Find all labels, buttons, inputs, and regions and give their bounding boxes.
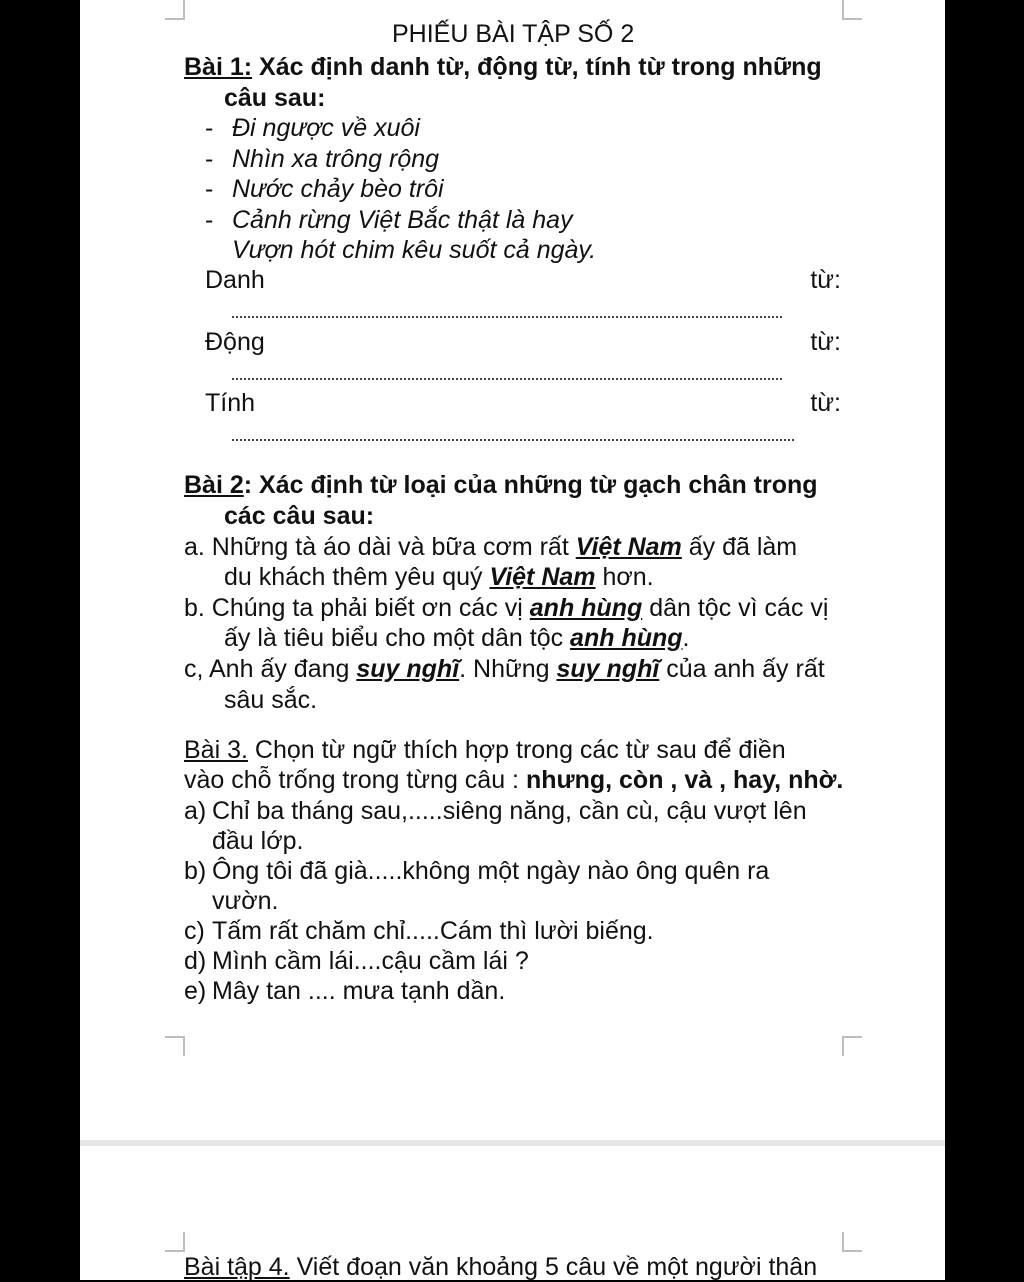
bai1-bullet: - [205,145,214,173]
bai2-sentence-b-line1 [184,593,828,623]
crop-mark-top-left [165,0,185,20]
answer-dotted-line[interactable] [232,378,782,380]
bai2-sentence-b-line2 [224,623,689,653]
bai3-item-a-line2: đầu lớp. [212,827,304,855]
answer-suffix: từ: [810,328,841,356]
answer-dotted-line[interactable] [232,439,794,441]
bai1-bullet: - [205,175,214,203]
bai3-item-a-line1: Chỉ ba tháng sau,.....siêng năng, cần cù, cậu vượt lên [212,797,807,825]
text-span: a. Những tà áo dài và bữa cơm rất [184,533,576,561]
text-span: ấy là tiêu biểu cho một dân tộc [224,624,571,652]
bai2-sentence-a-line1 [184,532,797,562]
underlined-word: suy nghĩ [356,655,460,683]
underlined-word: anh hùng [529,594,643,622]
answer-label: Tính [205,389,256,417]
bai1-heading [184,52,822,82]
bai3-prompt-line1: Chọn từ ngữ thích hợp trong các từ sau để điền [247,736,786,764]
bai3-prompt-line2 [184,765,843,795]
word-choices: nhưng, còn , và , hay, nhờ. [525,766,844,794]
bai1-label: Bài 1: [184,53,253,81]
bai4-heading [184,1252,817,1282]
bai1-item-continuation: Vượn hót chim kêu suốt cả ngày. [232,236,597,264]
bai3-item-c: Tấm rất chăm chỉ.....Cám thì lười biếng. [212,917,654,945]
underlined-word: suy nghĩ [556,655,660,683]
answer-row-tinh-tu [205,388,841,418]
bai2-sentence-c-line1 [184,654,825,684]
text-span: của anh ấy rất [659,655,825,683]
bai1-prompt-line1: Xác định danh từ, động từ, tính từ trong những [252,53,822,81]
bai3-item-mark: c) [184,917,205,945]
text-span: c, Anh ấy đang [184,655,357,683]
answer-row-dong-tu [205,327,841,357]
underlined-word: anh hùng [570,624,683,652]
text-span: . Những [459,655,557,683]
page-title: PHIẾU BÀI TẬP SỐ 2 [392,20,635,48]
answer-suffix: từ: [810,266,841,294]
bai2-sentence-a-line2 [224,562,654,592]
crop-mark-bottom-right [842,1036,862,1056]
text-span: vào chỗ trống trong từng câu : [184,766,526,794]
bai2-sentence-c-line2: sâu sắc. [224,686,318,714]
bai4-label: Bài tập 4. [184,1253,290,1281]
text-span: dân tộc vì các vị [642,594,829,622]
bai1-bullet: - [205,114,214,142]
bai2-label: Bài 2 [184,471,244,499]
bai3-item-mark: e) [184,977,207,1005]
bai4-prompt: Viết đoạn văn khoảng 5 câu về một người thân [289,1253,818,1281]
text-span: b. Chúng ta phải biết ơn các vị [184,594,530,622]
answer-suffix: từ: [810,389,841,417]
bai3-item-e: Mây tan .... mưa tạnh dần. [212,977,506,1005]
crop-mark-page2-left [165,1232,185,1252]
bai1-bullet: - [205,206,214,234]
crop-mark-top-right [842,0,862,20]
crop-mark-page2-right [842,1232,862,1252]
bai3-item-mark: d) [184,947,207,975]
underlined-word: Việt Nam [489,563,596,591]
bai3-item-d: Mình cầm lái....cậu cầm lái ? [212,947,529,975]
bai3-item-b-line2: vườn. [212,887,279,915]
answer-row-danh-tu [205,265,841,295]
bai3-item-mark: b) [184,857,207,885]
bai3-item-b-line1: Ông tôi đã già.....không một ngày nào ông quên ra [212,857,770,885]
text-span: du khách thêm yêu quý [224,563,490,591]
crop-mark-bottom-left [165,1036,185,1056]
text-span: ấy đã làm [681,533,798,561]
answer-dotted-line[interactable] [232,316,782,318]
underlined-word: Việt Nam [575,533,682,561]
bai3-heading [184,735,786,765]
bai2-heading [184,470,818,500]
text-span: hơn. [595,563,654,591]
answer-label: Động [205,328,265,356]
bai2-prompt-line2: các câu sau: [224,502,375,530]
bai2-prompt-line1: : Xác định từ loại của những từ gạch chân trong [243,471,818,499]
bai3-label: Bài 3. [184,736,248,764]
bai1-item: Cảnh rừng Việt Bắc thật là hay [232,206,573,234]
answer-label: Danh [205,266,265,294]
bai1-item: Nước chảy bèo trôi [232,175,444,203]
bai1-prompt-line2: câu sau: [224,84,326,112]
bai1-item: Đi ngược về xuôi [232,114,420,142]
bai3-item-mark: a) [184,797,207,825]
bai1-item: Nhìn xa trông rộng [232,145,440,173]
text-span: . [682,624,690,652]
